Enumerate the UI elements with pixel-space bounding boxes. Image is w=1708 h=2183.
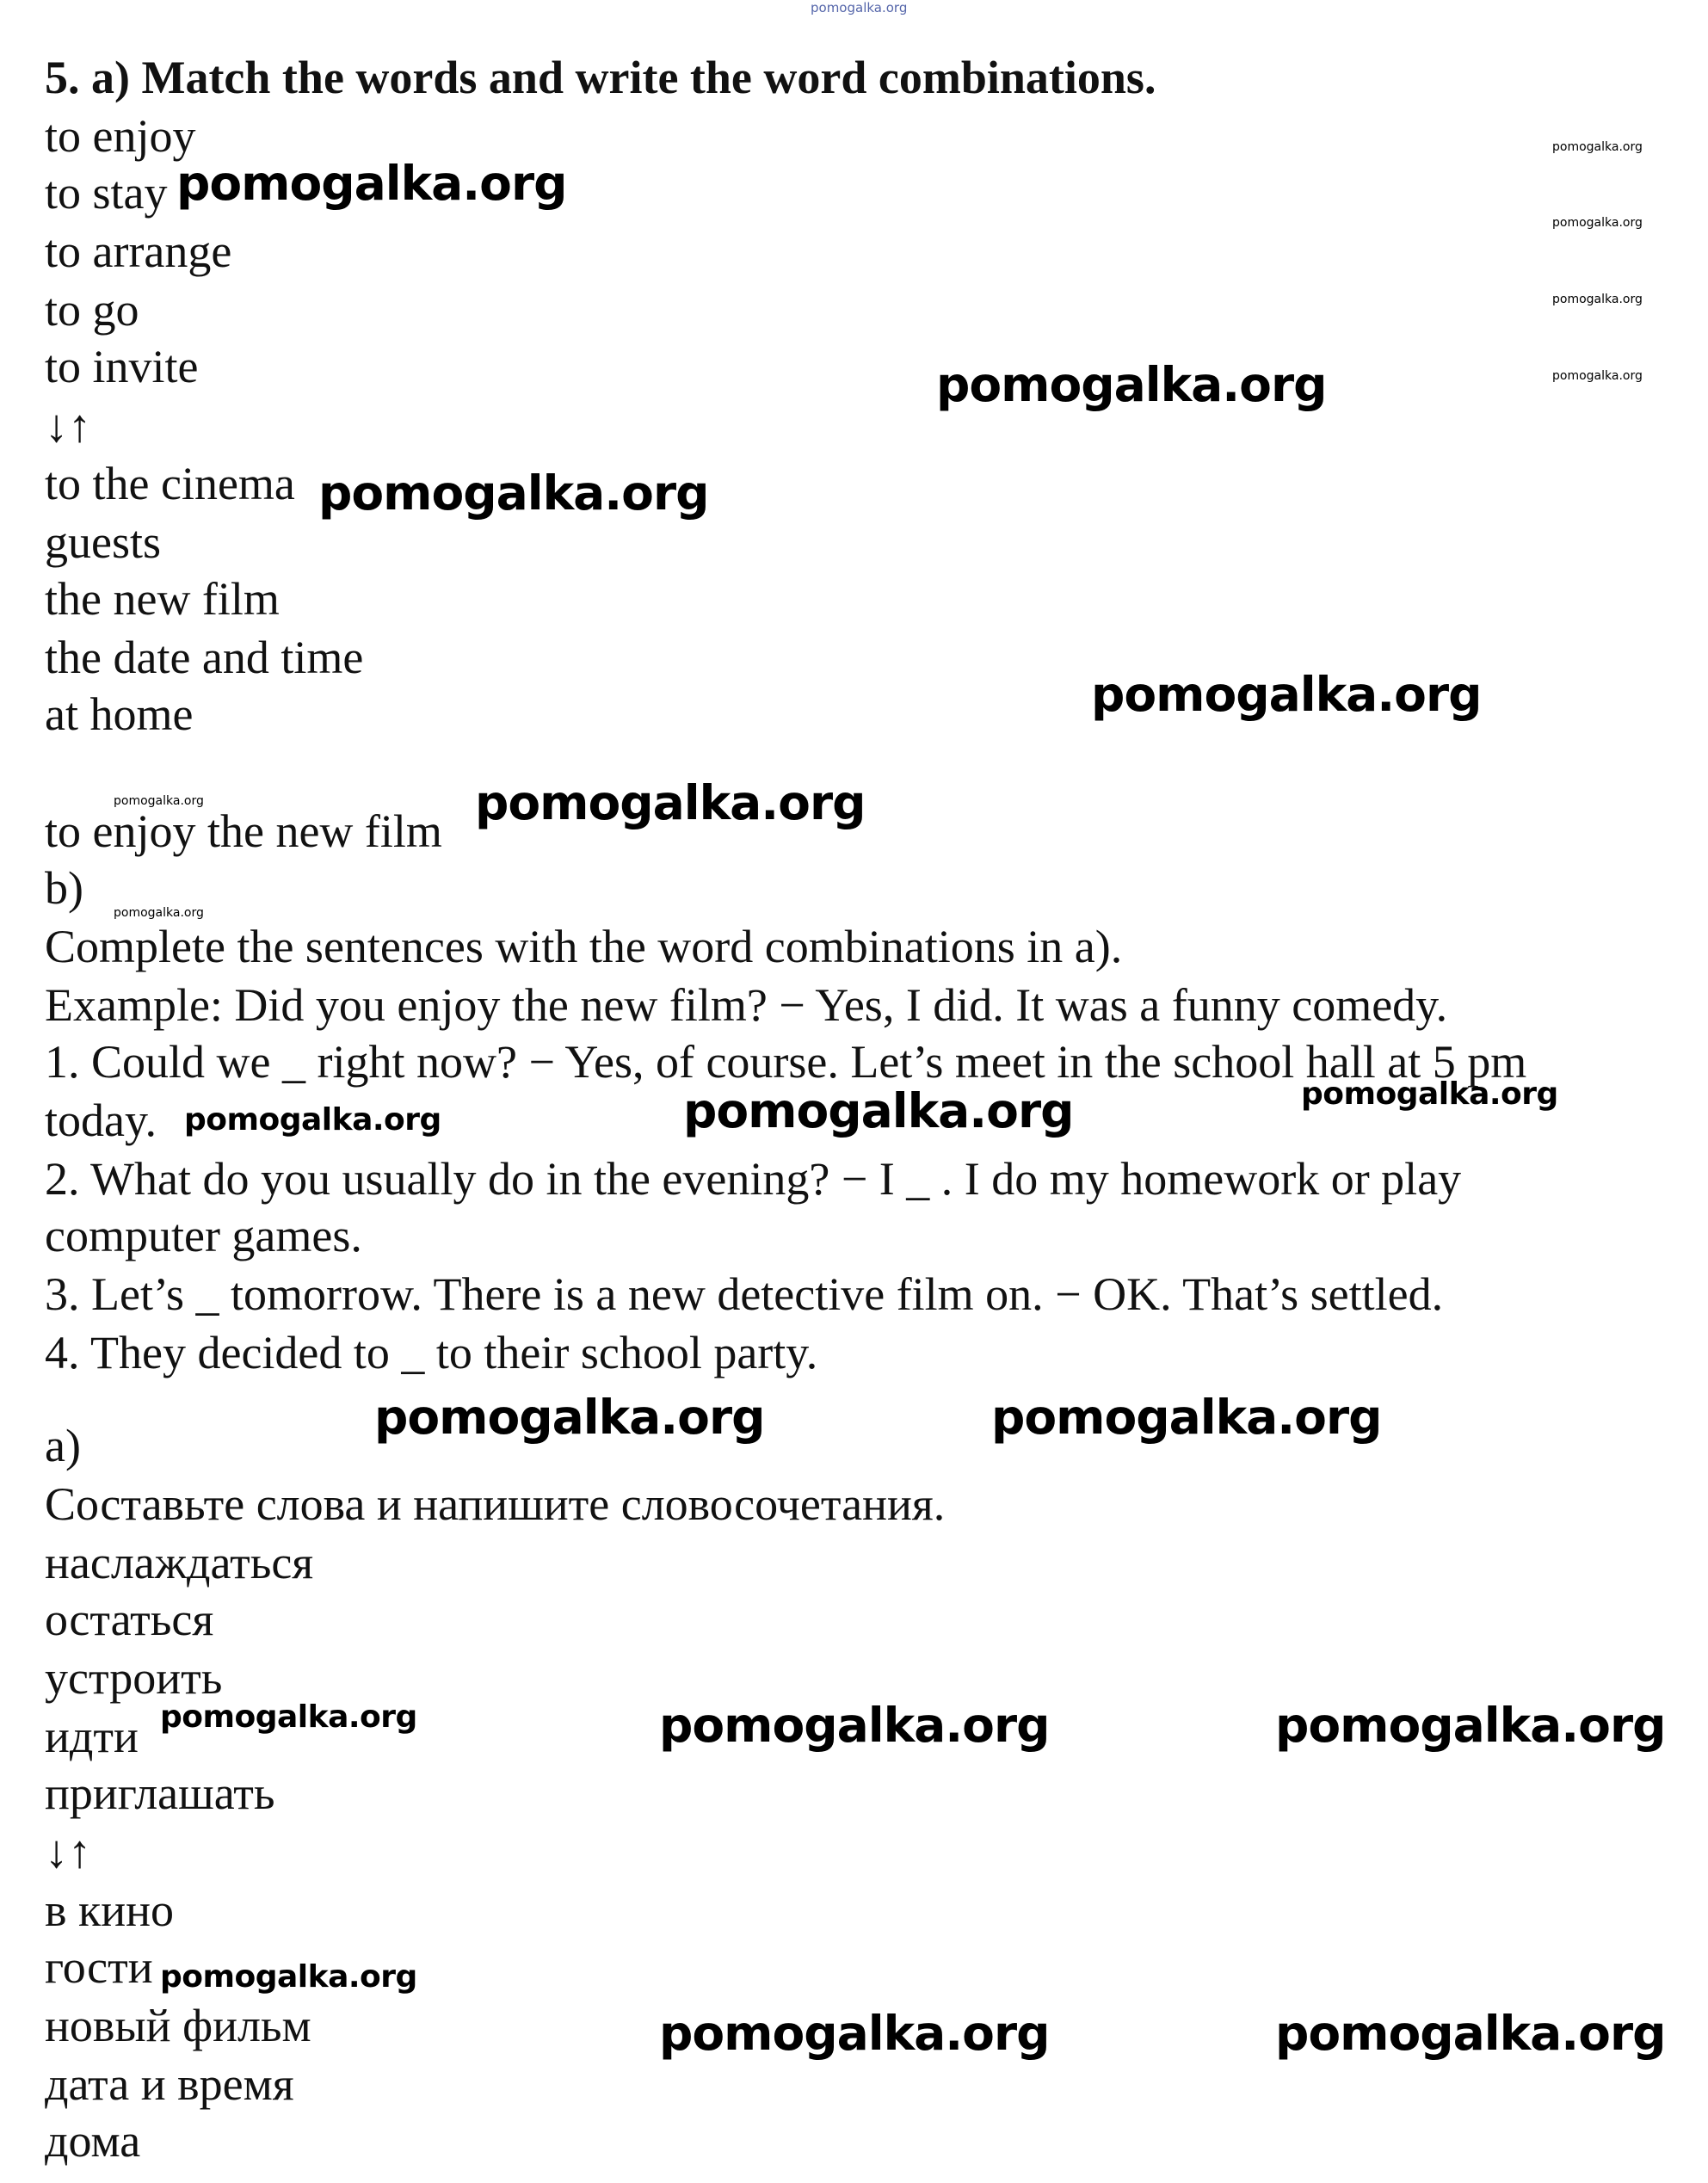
watermark: pomogalka.org <box>659 1698 1050 1753</box>
sentence-line: 3. Let’s _ tomorrow. There is a new detective film on. − OK. That’s settled. <box>45 1268 1444 1320</box>
watermark: pomogalka.org <box>991 1390 1382 1445</box>
translation-object: дата и время <box>45 2058 294 2110</box>
part-b-example: Example: Did you enjoy the new film? − Yes, I did. It was a funny comedy. <box>45 979 1448 1031</box>
translation-verb: приглашать <box>45 1767 275 1819</box>
object-item: guests <box>45 516 161 568</box>
watermark: pomogalka.org <box>184 1102 441 1138</box>
translation-label: а) <box>45 1420 81 1471</box>
match-arrows: ↓↑ <box>45 400 91 452</box>
translation-verb: остаться <box>45 1594 214 1645</box>
watermark: pomogalka.org <box>1552 369 1643 383</box>
object-item: the date and time <box>45 632 364 683</box>
sentence-line: 2. What do you usually do in the evening? − I _ . I do my homework or play <box>45 1153 1462 1205</box>
exercise-heading: 5. a) Match the words and write the word combinations. <box>45 52 1156 103</box>
translation-object: гости <box>45 1941 153 1993</box>
sentence-line: 4. They decided to _ to their school party. <box>45 1327 818 1378</box>
watermark: pomogalka.org <box>1552 140 1643 154</box>
translation-object: дома <box>45 2115 141 2167</box>
watermark: pomogalka.org <box>1275 2006 1666 2061</box>
watermark: pomogalka.org <box>318 466 709 521</box>
watermark: pomogalka.org <box>114 906 204 920</box>
example-match: to enjoy the new film <box>45 805 442 857</box>
watermark: pomogalka.org <box>475 775 866 830</box>
translation-verb: идти <box>45 1711 139 1762</box>
watermark: pomogalka.org <box>374 1390 765 1445</box>
translation-verb: наслаждаться <box>45 1537 314 1588</box>
watermark: pomogalka.org <box>176 156 567 211</box>
watermark: pomogalka.org <box>936 357 1327 412</box>
watermark: pomogalka.org <box>683 1083 1074 1138</box>
watermark: pomogalka.org <box>811 0 908 15</box>
watermark: pomogalka.org <box>1091 667 1482 722</box>
sentence-line: computer games. <box>45 1210 362 1261</box>
watermark: pomogalka.org <box>1275 1698 1666 1753</box>
translation-arrows: ↓↑ <box>45 1826 91 1878</box>
translation-verb: устроить <box>45 1652 223 1704</box>
watermark: pomogalka.org <box>1552 216 1643 230</box>
object-item: the new film <box>45 573 280 625</box>
sentence-line: today. <box>45 1095 157 1146</box>
part-b-instruction: Complete the sentences with the word combinations in a). <box>45 921 1123 972</box>
object-item: at home <box>45 688 194 740</box>
translation-instruction: Составьте слова и напишите словосочетания. <box>45 1478 946 1530</box>
translation-object: новый фильм <box>45 2000 311 2051</box>
watermark: pomogalka.org <box>659 2006 1050 2061</box>
verb-item: to invite <box>45 341 199 392</box>
part-b-label: b) <box>45 862 83 914</box>
verb-item: to enjoy <box>45 110 196 162</box>
watermark: pomogalka.org <box>114 794 204 808</box>
object-item: to the cinema <box>45 458 295 509</box>
verb-item: to stay <box>45 167 168 219</box>
verb-item: to go <box>45 284 139 336</box>
sentence-line: 1. Could we _ right now? − Yes, of course. Let’s meet in the school hall at 5 pm <box>45 1036 1527 1088</box>
watermark: pomogalka.org <box>1552 293 1643 306</box>
watermark: pomogalka.org <box>1301 1076 1558 1112</box>
translation-object: в кино <box>45 1884 175 1936</box>
watermark: pomogalka.org <box>160 1699 417 1735</box>
verb-item: to arrange <box>45 225 232 277</box>
watermark: pomogalka.org <box>160 1959 417 1995</box>
